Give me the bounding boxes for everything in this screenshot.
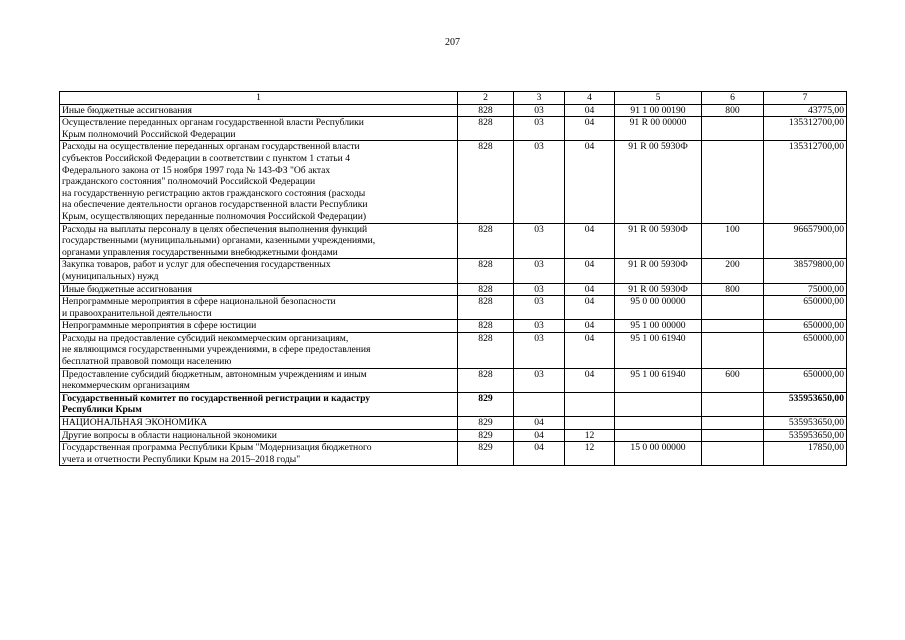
table-row bbox=[60, 429, 847, 442]
table-row bbox=[60, 392, 847, 416]
department-code: 828 bbox=[458, 141, 514, 223]
amount: 75000,00 bbox=[764, 283, 847, 296]
amount: 135312700,00 bbox=[764, 117, 847, 141]
column-header: 2 bbox=[458, 92, 514, 105]
table-header-row bbox=[60, 92, 847, 105]
department-code: 828 bbox=[458, 259, 514, 283]
section-code: 03 bbox=[514, 259, 565, 283]
description-line: Крым, осуществляющих переданные полномочия Российской Федерации) bbox=[62, 210, 367, 222]
description-line: государственными (муниципальными) органами, казенными учреждениями, bbox=[62, 235, 376, 247]
department-code: 829 bbox=[458, 429, 514, 442]
department-code: 828 bbox=[458, 332, 514, 368]
row-description bbox=[60, 283, 458, 296]
subsection-code: 04 bbox=[565, 320, 615, 333]
subsection-code: 04 bbox=[565, 141, 615, 223]
description-line: гражданского состояния" полномочий Российской Федерации bbox=[62, 176, 316, 188]
target-article-code bbox=[615, 417, 702, 430]
amount: 96657900,00 bbox=[764, 223, 847, 259]
table-row bbox=[60, 332, 847, 368]
description-line: Крым полномочий Российской Федерации bbox=[62, 128, 236, 140]
department-code: 829 bbox=[458, 417, 514, 430]
budget-table bbox=[59, 91, 847, 466]
subsection-code: 04 bbox=[565, 332, 615, 368]
row-description bbox=[60, 141, 458, 223]
department-code: 829 bbox=[458, 392, 514, 416]
section-code: 03 bbox=[514, 104, 565, 117]
department-code: 828 bbox=[458, 296, 514, 320]
target-article-code: 15 0 00 00000 bbox=[615, 442, 702, 466]
department-code: 828 bbox=[458, 368, 514, 392]
target-article-code: 91 R 00 5930Ф bbox=[615, 141, 702, 223]
section-code: 04 bbox=[514, 417, 565, 430]
column-header: 7 bbox=[764, 92, 847, 105]
subsection-code: 04 bbox=[565, 296, 615, 320]
row-description bbox=[60, 104, 458, 117]
expense-type-code bbox=[702, 429, 764, 442]
expense-type-code: 200 bbox=[702, 259, 764, 283]
amount: 38579800,00 bbox=[764, 259, 847, 283]
subsection-code: 12 bbox=[565, 442, 615, 466]
amount: 650000,00 bbox=[764, 332, 847, 368]
section-code: 03 bbox=[514, 368, 565, 392]
expense-type-code bbox=[702, 417, 764, 430]
department-code: 828 bbox=[458, 223, 514, 259]
subsection-code bbox=[565, 417, 615, 430]
row-description bbox=[60, 117, 458, 141]
description-line: на обеспечение деятельности органов государственной власти Республики bbox=[62, 199, 368, 211]
description-line: Другие вопросы в области национальной экономики bbox=[62, 429, 277, 441]
description-line: и правоохранительной деятельности bbox=[62, 307, 212, 319]
table-row bbox=[60, 223, 847, 259]
row-description bbox=[60, 320, 458, 333]
table-row bbox=[60, 141, 847, 223]
table-row bbox=[60, 296, 847, 320]
description-line: Непрограммные мероприятия в сфере юстиции bbox=[62, 320, 257, 332]
amount: 535953650,00 bbox=[764, 429, 847, 442]
table-row bbox=[60, 417, 847, 430]
subsection-code: 12 bbox=[565, 429, 615, 442]
description-line: Государственная программа Республики Крым "Модернизация бюджетного bbox=[62, 442, 372, 454]
description-line: (муниципальных) нужд bbox=[62, 270, 159, 282]
section-code: 03 bbox=[514, 296, 565, 320]
column-header: 4 bbox=[565, 92, 615, 105]
description-line: Иные бюджетные ассигнования bbox=[62, 283, 192, 295]
table-row bbox=[60, 442, 847, 466]
target-article-code: 95 1 00 61940 bbox=[615, 332, 702, 368]
expense-type-code bbox=[702, 442, 764, 466]
target-article-code: 95 0 00 00000 bbox=[615, 296, 702, 320]
table-row bbox=[60, 368, 847, 392]
description-line: Иные бюджетные ассигнования bbox=[62, 104, 192, 116]
department-code: 828 bbox=[458, 117, 514, 141]
description-line: НАЦИОНАЛЬНАЯ ЭКОНОМИКА bbox=[62, 417, 208, 429]
description-line: бесплатной правовой помощи населению bbox=[62, 356, 232, 368]
expense-type-code: 800 bbox=[702, 283, 764, 296]
amount: 650000,00 bbox=[764, 296, 847, 320]
description-line: не являющимся государственными учреждениями, в сфере предоставления bbox=[62, 344, 371, 356]
table-row bbox=[60, 259, 847, 283]
section-code: 03 bbox=[514, 332, 565, 368]
description-line: Осуществление переданных органам государственной власти Республики bbox=[62, 117, 364, 129]
row-description bbox=[60, 392, 458, 416]
description-line: на государственную регистрацию актов гражданского состояния (расходы bbox=[62, 187, 366, 199]
table-row bbox=[60, 117, 847, 141]
section-code: 04 bbox=[514, 442, 565, 466]
description-line: учета и отчетности Республики Крым на 2015–2018 годы" bbox=[62, 453, 301, 465]
description-line: Закупка товаров, работ и услуг для обеспечения государственных bbox=[62, 259, 331, 271]
row-description bbox=[60, 429, 458, 442]
expense-type-code bbox=[702, 296, 764, 320]
expense-type-code bbox=[702, 392, 764, 416]
target-article-code bbox=[615, 392, 702, 416]
column-header: 5 bbox=[615, 92, 702, 105]
description-line: Расходы на предоставление субсидий некоммерческим организациям, bbox=[62, 332, 349, 344]
row-description bbox=[60, 332, 458, 368]
row-description bbox=[60, 259, 458, 283]
target-article-code: 91 R 00 5930Ф bbox=[615, 259, 702, 283]
target-article-code: 95 1 00 00000 bbox=[615, 320, 702, 333]
subsection-code: 04 bbox=[565, 283, 615, 296]
expense-type-code: 600 bbox=[702, 368, 764, 392]
expense-type-code bbox=[702, 332, 764, 368]
column-header: 6 bbox=[702, 92, 764, 105]
target-article-code: 91 1 00 00190 bbox=[615, 104, 702, 117]
subsection-code bbox=[565, 392, 615, 416]
row-description bbox=[60, 296, 458, 320]
department-code: 829 bbox=[458, 442, 514, 466]
expense-type-code bbox=[702, 117, 764, 141]
department-code: 828 bbox=[458, 320, 514, 333]
amount: 650000,00 bbox=[764, 368, 847, 392]
description-line: Расходы на осуществление переданных органам государственной власти bbox=[62, 141, 360, 153]
subsection-code: 04 bbox=[565, 368, 615, 392]
description-line: субъектов Российской Федерации в соответствии с пунктом 1 статьи 4 bbox=[62, 152, 350, 164]
expense-type-code bbox=[702, 320, 764, 333]
description-line: некоммерческим организациям bbox=[62, 380, 190, 392]
subsection-code: 04 bbox=[565, 223, 615, 259]
column-header: 1 bbox=[60, 92, 458, 105]
table-row bbox=[60, 283, 847, 296]
table-row bbox=[60, 320, 847, 333]
description-line: Предоставление субсидий бюджетным, автономным учреждениям и иным bbox=[62, 368, 367, 380]
subsection-code: 04 bbox=[565, 259, 615, 283]
section-code: 03 bbox=[514, 320, 565, 333]
page-number: 207 bbox=[445, 37, 460, 48]
target-article-code: 91 R 00 5930Ф bbox=[615, 283, 702, 296]
expense-type-code: 800 bbox=[702, 104, 764, 117]
target-article-code: 91 R 00 00000 bbox=[615, 117, 702, 141]
description-line: Расходы на выплаты персоналу в целях обеспечения выполнения функций bbox=[62, 223, 368, 235]
subsection-code: 04 bbox=[565, 117, 615, 141]
section-code: 04 bbox=[514, 429, 565, 442]
section-code: 03 bbox=[514, 223, 565, 259]
expense-type-code bbox=[702, 141, 764, 223]
subsection-code: 04 bbox=[565, 104, 615, 117]
department-code: 828 bbox=[458, 104, 514, 117]
description-line: органами управления государственными внебюджетными фондами bbox=[62, 246, 338, 258]
section-code: 03 bbox=[514, 117, 565, 141]
amount: 17850,00 bbox=[764, 442, 847, 466]
row-description bbox=[60, 223, 458, 259]
target-article-code: 95 1 00 61940 bbox=[615, 368, 702, 392]
target-article-code: 91 R 00 5930Ф bbox=[615, 223, 702, 259]
section-code: 03 bbox=[514, 283, 565, 296]
target-article-code bbox=[615, 429, 702, 442]
amount: 135312700,00 bbox=[764, 141, 847, 223]
row-description bbox=[60, 442, 458, 466]
description-line: Государственный комитет по государственной регистрации и кадастру bbox=[62, 392, 371, 404]
table-row bbox=[60, 104, 847, 117]
section-code: 03 bbox=[514, 141, 565, 223]
amount: 650000,00 bbox=[764, 320, 847, 333]
amount: 43775,00 bbox=[764, 104, 847, 117]
column-header: 3 bbox=[514, 92, 565, 105]
description-line: Федерального закона от 15 ноября 1997 года № 143-ФЗ "Об актах bbox=[62, 164, 331, 176]
row-description bbox=[60, 417, 458, 430]
description-line: Республики Крым bbox=[62, 404, 142, 416]
department-code: 828 bbox=[458, 283, 514, 296]
section-code bbox=[514, 392, 565, 416]
amount: 535953650,00 bbox=[764, 392, 847, 416]
amount: 535953650,00 bbox=[764, 417, 847, 430]
description-line: Непрограммные мероприятия в сфере национальной безопасности bbox=[62, 296, 336, 308]
row-description bbox=[60, 368, 458, 392]
expense-type-code: 100 bbox=[702, 223, 764, 259]
